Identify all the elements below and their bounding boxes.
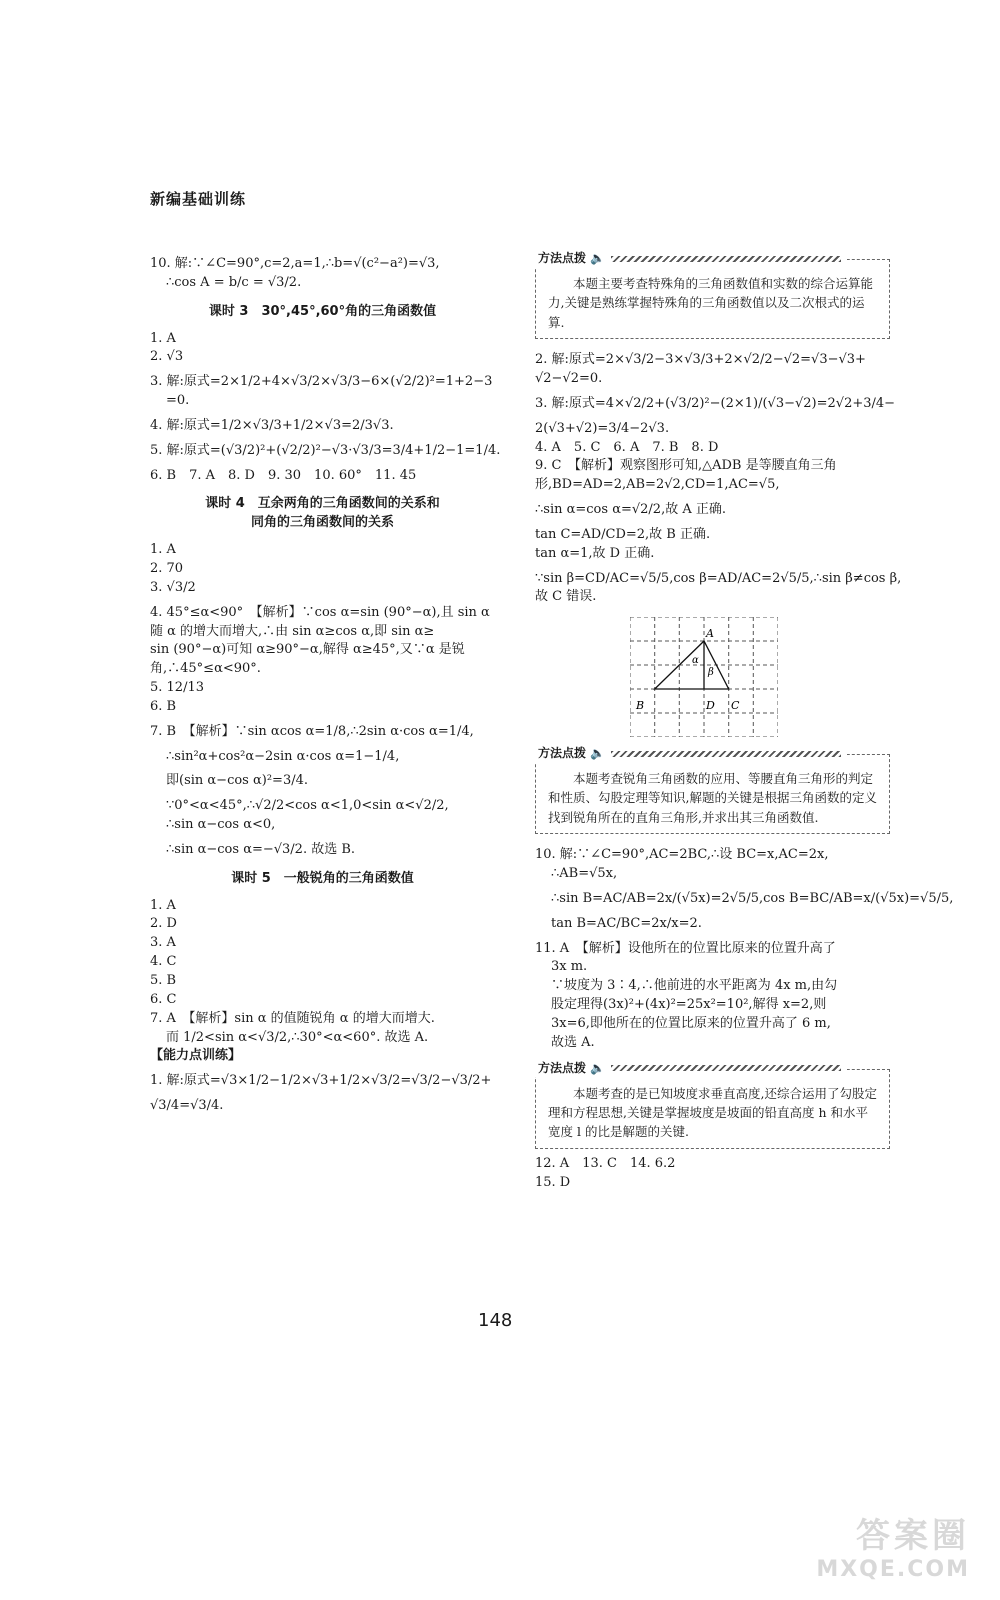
answer-line: 角,∴45°≤α<90°. (150, 661, 261, 677)
hatch-decoration (611, 1065, 841, 1071)
answer-line: 4. C (150, 954, 177, 970)
tip-label: 方法点拨 (538, 746, 587, 761)
answer-line: ∴sin B=AC/AB=2x/(√5x)=2√5/5,cos B=BC/AB=x/(√5x)=√5/5, (551, 890, 954, 906)
angle-label-beta: β (708, 667, 714, 679)
answer-line: 形,BD=AD=2,AB=2√2,CD=1,AC=√5, (535, 477, 780, 493)
method-tip-box (535, 1060, 890, 1149)
speaker-icon: 🔈 (590, 746, 606, 761)
answer-line: tan α=1,故 D 正确. (535, 545, 655, 561)
answer-line: 3. 解:原式=2×1/2+4×√3/2×√3/3−6×(√2/2)²=1+2−3 (150, 374, 493, 390)
answer-line: =0. (166, 393, 190, 409)
watermark-logo (816, 1508, 970, 1582)
answer-line: 4. A 5. C 6. A 7. B 8. D (535, 439, 719, 455)
hatch-decoration (611, 751, 841, 757)
answer-line: sin (90°−α)可知 α≥90°−α,解得 α≥45°,又∵α 是锐 (150, 642, 465, 658)
answer-line: 股定理得(3x)²+(4x)²=25x²=10²,解得 x=2,则 (551, 997, 827, 1013)
answer-line: ∵0°<α<45°,∴√2/2<cos α<1,0<sin α<√2/2, (166, 798, 449, 814)
watermark-url: MXQE.COM (816, 1557, 970, 1582)
answer-line: 而 1/2<sin α<√3/2,∴30°<α<60°. 故选 A. (166, 1029, 429, 1045)
method-tip-box (535, 746, 890, 834)
answer-line: 7. A 【解析】sin α 的值随锐角 α 的增大而增大. (150, 1010, 435, 1026)
answer-line: 即(sin α−cos α)²=3/4. (166, 773, 308, 789)
hatch-decoration (611, 256, 841, 262)
grid-figure (630, 617, 890, 744)
book-header: 新编基础训练 (150, 190, 247, 208)
answer-line: ∴AB=√5x, (551, 866, 618, 882)
answer-line: 3. 解:原式=4×√2/2+(√3/2)²−(2×1)/(√3−√2)=2√2+3/4− (535, 395, 896, 411)
answer-line: 6. B (150, 698, 177, 714)
watermark-text: 答案圈 (856, 1516, 970, 1556)
method-tip-box (535, 251, 890, 339)
answer-line: 10. 解:∵∠C=90°,c=2,a=1,∴b=√(c²−a²)=√3, (150, 256, 440, 271)
answer-line: 2. √3 (150, 349, 184, 365)
speaker-icon: 🔈 (590, 1060, 606, 1075)
answer-line: 15. D (535, 1174, 571, 1190)
answer-line: √2−√2=0. (535, 370, 603, 386)
answer-line: ∴sin α−cos α<0, (166, 817, 276, 833)
answer-line: ∴sin²α+cos²α−2sin α·cos α=1−1/4, (166, 748, 400, 764)
left-column (150, 255, 501, 1116)
right-column (535, 251, 954, 1192)
page-number: 148 (478, 1310, 513, 1331)
answer-line: 6. C (150, 991, 177, 1007)
section-title: 课时 4 互余两角的三角函数间的关系和 (205, 496, 440, 512)
section-title: 课时 3 30°,45°,60°角的三角函数值 (208, 303, 437, 319)
answer-line: 故选 A. (551, 1034, 595, 1050)
triangle-grid-diagram (630, 617, 778, 737)
answer-line: 1. A (150, 897, 176, 913)
answer-line: ∵坡度为 3∶4,∴他前进的水平距离为 4x m,由勾 (551, 978, 838, 994)
answer-line: ∵sin β=CD/AC=√5/5,cos β=AD/AC=2√5/5,∴sin β≠cos β, (535, 570, 902, 586)
answer-line: tan C=AD/CD=2,故 B 正确. (535, 526, 711, 542)
section-title: 同角的三角函数间的关系 (250, 515, 394, 531)
answer-line: 1. A (150, 542, 176, 558)
answer-line: 1. A (150, 330, 176, 346)
answer-line: 5. 12/13 (150, 680, 204, 696)
section-title: 课时 5 一般锐角的三角函数值 (231, 870, 414, 886)
answer-line: 3x=6,即他所在的位置比原来的位置升高了 6 m, (551, 1015, 831, 1031)
answer-line: 6. B 7. A 8. D 9. 30 10. 60° 11. 45 (150, 467, 417, 483)
answer-line: 3. A (150, 935, 176, 951)
answer-line: ∴sin α−cos α=−√3/2. 故选 B. (166, 841, 356, 857)
point-label-c: C (731, 699, 740, 713)
answer-line: 故 C 错误. (535, 589, 597, 605)
answer-line: 4. 解:原式=1/2×√3/3+1/2×√3=2/3√3. (150, 417, 394, 433)
answer-line: 7. B 【解析】∵sin αcos α=1/8,∴2sin α·cos α=1/4, (150, 723, 474, 739)
answer-line: 4. 45°≤α<90° 【解析】∵cos α=sin (90°−α),且 sin α (150, 604, 490, 620)
answer-line: 2(√3+√2)=3/4−2√3. (535, 420, 670, 436)
answer-line: 随 α 的增大而增大,∴由 sin α≥cos α,即 sin α≥ (150, 623, 435, 639)
answer-line: ∴cos A = b/c = √3/2. (166, 274, 302, 290)
answer-line: 2. 70 (150, 560, 184, 576)
tip-text: 本题考查锐角三角函数的应用、等腰直角三角形的判定和性质、勾股定理等知识,解题的关键是根据三角函数的定义找到锐角所在的直角三角形,并求出其三角函数值. (548, 771, 877, 825)
answer-line: √3/4=√3/4. (150, 1098, 224, 1114)
tip-label: 方法点拨 (538, 251, 587, 265)
speaker-icon: 🔈 (590, 251, 606, 265)
answer-line: 2. D (150, 916, 177, 932)
answer-line: 10. 解:∵∠C=90°,AC=2BC,∴设 BC=x,AC=2x, (535, 847, 829, 863)
answer-line: 1. 解:原式=√3×1/2−1/2×√3+1/2×√3/2=√3/2−√3/2+ (150, 1073, 492, 1089)
answer-line: ∴sin α=cos α=√2/2,故 A 正确. (535, 502, 726, 518)
answer-line: 12. A 13. C 14. 6.2 (535, 1155, 676, 1171)
answer-line: tan B=AC/BC=2x/x=2. (551, 915, 702, 931)
answer-line: 5. 解:原式=(√3/2)²+(√2/2)²−√3·√3/3=3/4+1/2−1=1/4. (150, 442, 501, 458)
answer-line: 5. B (150, 973, 177, 988)
point-label-b: B (636, 699, 645, 713)
angle-label-alpha: α (692, 655, 699, 667)
ability-title: 【能力点训练】 (150, 1048, 242, 1064)
tip-text: 本题考查的是已知坡度求垂直高度,还综合运用了勾股定理和方程思想,关键是掌握坡度是坡面的铅直高度 h 和水平宽度 l 的比是解题的关键. (548, 1085, 877, 1140)
tip-text: 本题主要考查特殊角的三角函数值和实数的综合运算能力,关键是熟练掌握特殊角的三角函数值以及二次根式的运算. (548, 276, 874, 330)
point-label-a: A (706, 627, 714, 641)
answer-line: 3. √3/2 (150, 579, 196, 595)
answer-line: 3x m. (551, 959, 588, 975)
tip-label: 方法点拨 (538, 1060, 587, 1075)
answer-line: 2. 解:原式=2×√3/2−3×√3/3+2×√2/2−√2=√3−√3+ (535, 352, 866, 368)
point-label-d: D (706, 699, 715, 713)
answer-line: 9. C 【解析】观察图形可知,△ADB 是等腰直角三角 (535, 458, 837, 474)
answer-line: 11. A 【解析】设他所在的位置比原来的位置升高了 (535, 940, 836, 956)
